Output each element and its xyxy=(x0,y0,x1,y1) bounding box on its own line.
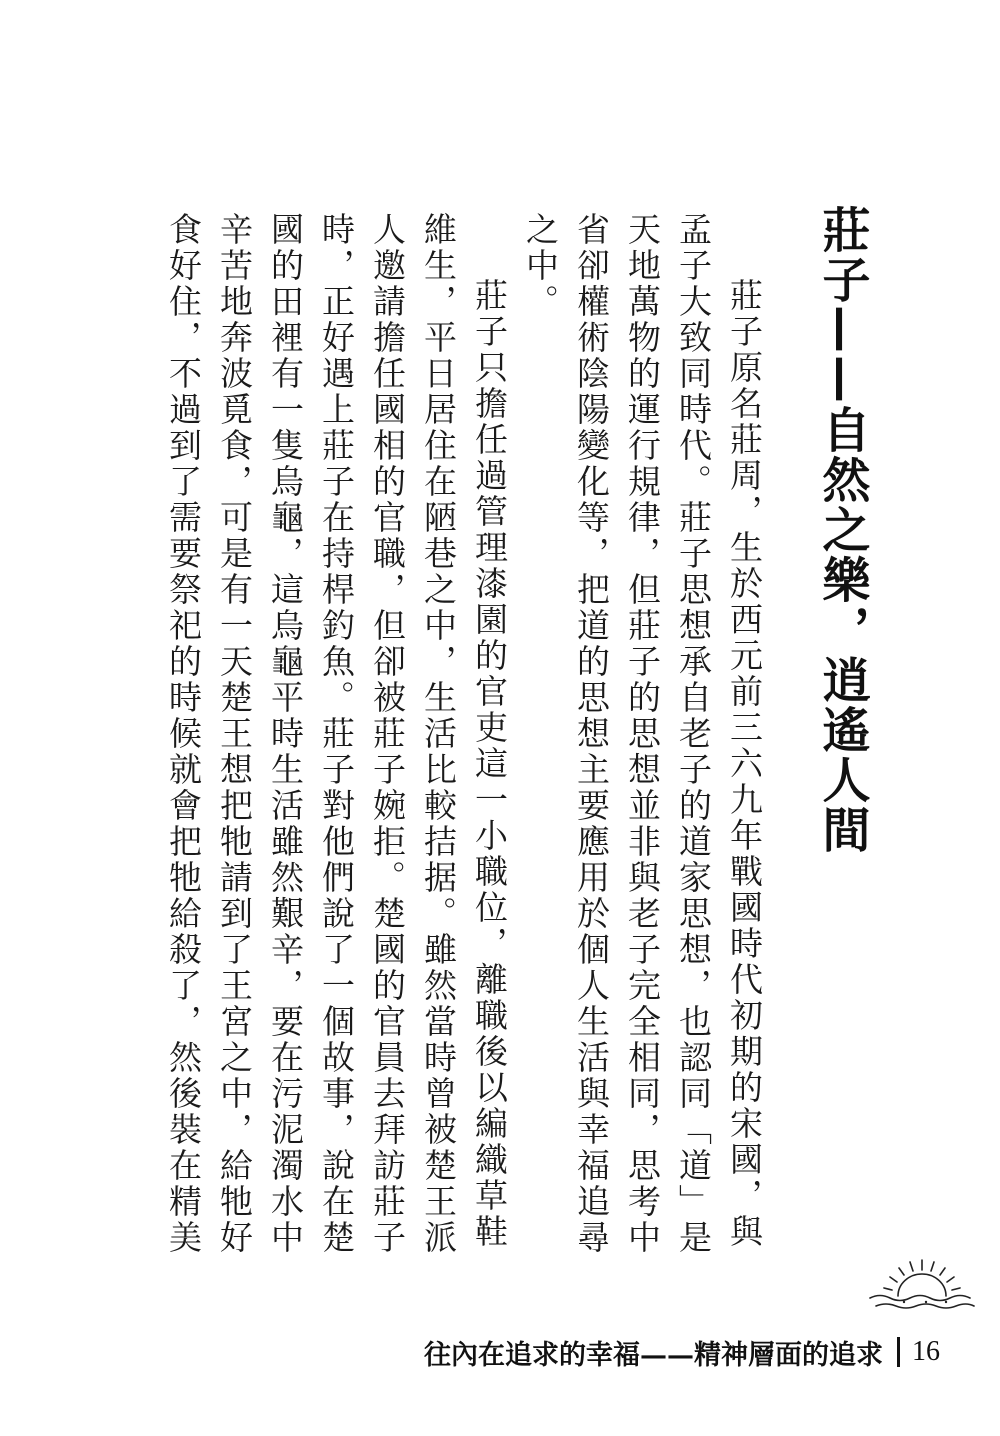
sunrise-icon xyxy=(866,1256,978,1316)
paragraph: 莊子只擔任過管理漆園的官吏這一小職位，離職後以編織草鞋維生，平日居住在陋巷之中，生活比較拮据。雖然當時曾被楚王派人邀請擔任國相的官職，但卻被莊子婉拒。楚國的官員去拜訪莊子時，正好遇上莊子在持桿釣魚。莊子對他們說了一個故事，說在楚國的田裡有一隻烏龜，這烏龜平時生活雖然艱辛，要在污泥濁水中辛苦地奔波覓食，可是有一天楚王想把牠請到了王宮之中，給牠好食好住，不過到了需要祭祀的時候就會把牠給殺了，然後裝在精美 xyxy=(164,212,509,1256)
chapter-title: 莊子——自然之樂，逍遙人間 xyxy=(814,205,870,855)
page-number: 16 xyxy=(912,1336,940,1367)
body-text xyxy=(164,212,770,1282)
page-footer xyxy=(424,1332,940,1372)
paragraph: 莊子原名莊周，生於西元前三六九年戰國時代初期的宋國，與孟子大致同時代。莊子思想承自老子的道家思想，也認同「道」是天地萬物的運行規律，但莊子的思想並非與老子完全相同，思考中省卻權術陰陽變化等，把道的思想主要應用於個人生活與幸福追尋之中。 xyxy=(521,212,764,1256)
footer-section-title: 往內在追求的幸福——精神層面的追求 xyxy=(424,1339,883,1371)
footer-divider xyxy=(897,1337,900,1367)
